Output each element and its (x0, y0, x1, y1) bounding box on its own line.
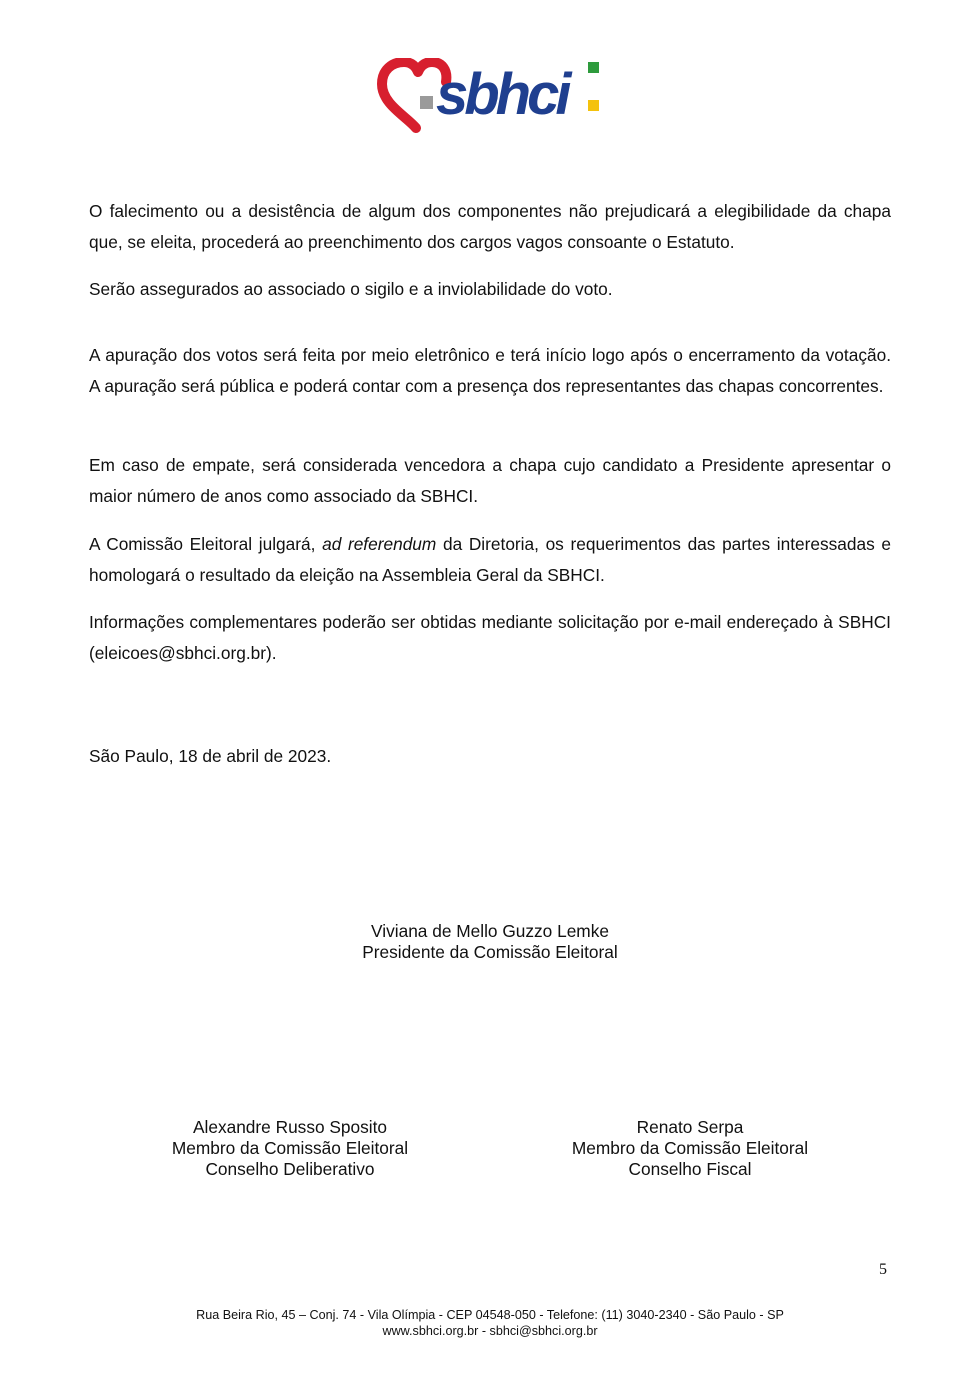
page-number: 5 (879, 1261, 887, 1278)
signatory-role: Membro da Comissão Eleitoral (171, 1138, 409, 1158)
paragraph-1: O falecimento ou a desistência de algum dos componentes não prejudicará a elegibilidade da chapa que, se eleita, procederá ao preenchimento dos cargos vagos consoante o Estatuto. (89, 201, 891, 252)
paragraph-2: Serão assegurados ao associado o sigilo e a inviolabilidade do voto. (89, 279, 613, 299)
sbhci-logo (376, 58, 606, 134)
italic-term: ad referendum (322, 534, 437, 554)
page-footer (0, 1308, 980, 1339)
signature-member-right (510, 1117, 870, 1180)
signature-president (290, 921, 690, 963)
footer-contacts: www.sbhci.org.br - sbhci@sbhci.org.br (382, 1323, 598, 1338)
paragraph-5: A Comissão Eleitoral julgará, ad referendum da Diretoria, os requerimentos das partes interessadas e homologará o resultado da eleição na Assembleia Geral da SBHCI. (89, 534, 891, 585)
signatory-role: Presidente da Comissão Eleitoral (362, 942, 618, 962)
green-square (588, 62, 599, 73)
signatory-name: Renato Serpa (636, 1117, 744, 1137)
signature-member-left (110, 1117, 470, 1180)
signatory-role: Membro da Comissão Eleitoral (571, 1138, 809, 1158)
logo-wordmark: sbhci (436, 62, 568, 127)
sbhci-logo-graphic (376, 58, 606, 134)
document-date: São Paulo, 18 de abril de 2023. (89, 746, 332, 766)
paragraph-6: Informações complementares poderão ser obtidas mediante solicitação por e-mail endereçado à SBHCI (eleicoes@sbhci.org.br). (89, 612, 891, 663)
signatory-body: Conselho Deliberativo (205, 1159, 375, 1179)
yellow-square (588, 100, 599, 111)
footer-address: Rua Beira Rio, 45 – Conj. 74 - Vila Olímpia - CEP 04548-050 - Telefone: (11) 3040-2340 - São Paulo - SP (196, 1308, 784, 1322)
paragraph-4: Em caso de empate, será considerada vencedora a chapa cujo candidato a Presidente apresentar o maior número de anos como associado da SBHCI. (89, 455, 891, 506)
paragraph-3: A apuração dos votos será feita por meio eletrônico e terá início logo após o encerramento da votação. A apuração será pública e poderá contar com a presença dos representantes das chapas concorrentes. (89, 345, 891, 396)
signatory-name: Alexandre Russo Sposito (192, 1117, 388, 1137)
signatory-body: Conselho Fiscal (628, 1159, 752, 1179)
gray-square (420, 96, 433, 109)
signatory-name: Viviana de Mello Guzzo Lemke (371, 921, 609, 941)
